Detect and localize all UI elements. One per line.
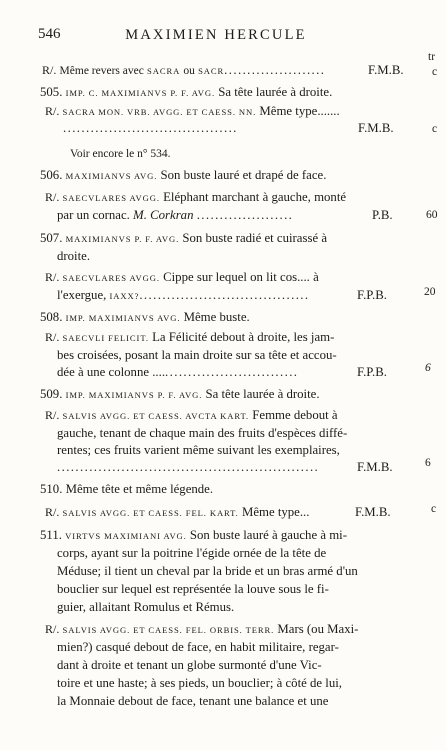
entry-511-obverse-line4: bouclier sur lequel est représentée la louve sous le fi-	[57, 582, 329, 596]
margin-value-508: 6	[425, 362, 431, 374]
entry-509-reverse-line4	[57, 459, 319, 475]
entry-508-reverse-line2: bes croisées, posant la main droite sur sa tête et accou-	[57, 348, 337, 362]
reverse-sign: R/.	[45, 408, 60, 422]
description: Son buste radié et cuirassé à	[182, 231, 328, 245]
reverse-sign: R/.	[45, 622, 60, 636]
legend: SACR	[198, 66, 225, 76]
entry-508-obverse	[40, 309, 250, 326]
description: Femme debout à	[252, 408, 338, 422]
entry-505-reverse-line2	[63, 120, 238, 136]
text: Même revers avec	[59, 65, 144, 77]
legend: IMP. MAXIMIANVS P. F. AVG.	[65, 390, 203, 400]
ref-505: F.M.B.	[358, 121, 394, 135]
entry-number: 511.	[40, 528, 62, 542]
description: Sa tête laurée à droite.	[205, 387, 320, 401]
margin-rarity-504: c	[432, 66, 438, 78]
entry-506-reverse-line2	[57, 207, 293, 223]
entry-507-obverse	[40, 230, 327, 247]
entry-number: 506.	[40, 168, 63, 182]
collection: M. Corkran	[133, 208, 194, 222]
legend: MAXIMIANVS AVG.	[65, 171, 158, 181]
description: Même buste.	[183, 310, 250, 324]
entry-509-reverse-line3: rentes; ces fruits varient même suivant les exemplaires,	[57, 443, 340, 457]
legend: VIRTVS MAXIMIANI AVG.	[65, 531, 187, 541]
legend: SALVIS AVGG. ET CAESS. AVCTA KART.	[62, 411, 250, 421]
text: l'exergue,	[57, 288, 107, 302]
page-number: 546	[38, 26, 61, 42]
running-title: MAXIMIEN HERCULE	[125, 27, 307, 43]
entry-511-obverse-line5: guier, allaitant Romulus et Rémus.	[57, 600, 235, 614]
entry-number: 507.	[40, 231, 63, 245]
reverse-sign: R/.	[45, 190, 60, 204]
description: Cippe sur lequel on lit cos.... à	[163, 270, 319, 284]
text: ou	[183, 65, 195, 77]
reverse-sign: R/.	[45, 270, 60, 284]
description: Mars (ou Maxi-	[277, 622, 359, 636]
entry-506-reverse	[45, 189, 346, 206]
legend: SALVIS AVGG. ET CAESS. FEL. ORBIS. TERR.	[62, 625, 275, 635]
entry-511-obverse	[40, 527, 347, 544]
margin-rarity-505: c	[432, 123, 438, 135]
legend: MAXIMIANVS P. F. AVG.	[65, 234, 180, 244]
text: par un cornac.	[57, 208, 130, 222]
description: Son buste lauré à gauche à mi-	[189, 528, 347, 542]
leader-dots: .........................................................	[57, 460, 320, 474]
ref-508: F.P.B.	[357, 365, 387, 379]
leader-dots: .....................	[196, 208, 294, 222]
entry-506-obverse	[40, 167, 326, 184]
text: dée à une colonne ....	[57, 365, 166, 379]
entry-507-reverse	[45, 269, 319, 286]
legend: SALVIS AVGG. ET CAESS. FEL. KART.	[62, 508, 239, 518]
leader-dots: .....................................	[139, 288, 310, 302]
description: Son buste lauré et drapé de face.	[160, 168, 327, 182]
entry-509-reverse	[45, 407, 338, 424]
see-also-note: Voir encore le n° 534.	[70, 148, 171, 160]
legend: SACRA	[147, 66, 181, 76]
entry-511-reverse-line2: mien?) casqué debout de face, en habit militaire, regar-	[57, 640, 339, 654]
reverse-sign: R/.	[42, 63, 57, 77]
entry-511-obverse-line3: Méduse; il tient un cheval par la bride et un bras armé d'un	[57, 564, 358, 578]
entry-508-reverse	[45, 329, 334, 346]
reverse-sign: R/.	[45, 104, 60, 118]
entry-508-reverse-line3	[57, 364, 298, 380]
leader-dots: ......................	[224, 63, 326, 77]
entry-511-reverse-line5: la Monnaie debout de face, tenant une balance et une	[57, 694, 329, 708]
description: Même type.......	[259, 104, 340, 118]
reverse-sign: R/.	[45, 505, 60, 519]
legend: SAECVLI FELICIT.	[62, 333, 149, 343]
entry-number: 509.	[40, 387, 63, 401]
legend: SAECVLARES AVGG.	[62, 193, 160, 203]
entry-507-reverse-line2	[57, 287, 310, 304]
description: Sa tête laurée à droite.	[218, 85, 333, 99]
legend: IMP. C. MAXIMIANVS P. F. AVG.	[65, 88, 216, 98]
entry-504-reverse	[42, 62, 325, 79]
legend: IMP. MAXIMIANVS AVG.	[65, 313, 181, 323]
entry-510-obverse	[40, 481, 213, 497]
running-header	[38, 26, 394, 46]
ref-506: P.B.	[372, 208, 393, 222]
entry-number: 510.	[40, 482, 63, 496]
entry-number: 508.	[40, 310, 63, 324]
leader-dots: ......................................	[63, 121, 238, 135]
entry-511-reverse-line3: dant à droite et tenant un globe surmonté d'une Vic-	[57, 658, 322, 672]
description: La Félicité debout à droite, les jam-	[152, 330, 335, 344]
entry-511-reverse-line4: toire et une haste; à ses pieds, un bouclier; à côté de lui,	[57, 676, 342, 690]
entry-number: 505.	[40, 85, 63, 99]
entry-510-reverse	[45, 504, 309, 521]
entry-509-reverse-line2: gauche, tenant de chaque main des fruits d'espèces diffé-	[57, 426, 348, 440]
margin-mark-tr: tr	[428, 51, 436, 63]
ref-504: F.M.B.	[368, 63, 404, 77]
entry-507-obverse-line2: droite.	[57, 249, 91, 263]
ref-510: F.M.B.	[355, 505, 391, 519]
entry-511-reverse	[45, 621, 358, 638]
description: Eléphant marchant à gauche, monté	[163, 190, 347, 204]
ref-507: F.P.B.	[357, 288, 387, 302]
description: Même type...	[241, 505, 310, 519]
entry-505-reverse	[45, 103, 340, 120]
margin-value-509: 6	[425, 457, 431, 469]
description: Même tête et même légende.	[65, 482, 214, 496]
margin-value-506: 60	[426, 209, 438, 221]
reverse-sign: R/.	[45, 330, 60, 344]
leader-dots: .............................	[165, 365, 299, 379]
margin-rarity-510: c	[431, 503, 437, 515]
margin-value-507: 20	[424, 286, 436, 298]
entry-509-obverse	[40, 386, 320, 403]
legend: IAXX?	[109, 291, 140, 301]
ref-509: F.M.B.	[357, 460, 393, 474]
legend: SAECVLARES AVGG.	[62, 273, 160, 283]
entry-511-obverse-line2: corps, ayant sur la poitrine l'égide ornée de la tête de	[57, 546, 327, 560]
legend: SACRA MON. VRB. AVGG. ET CAESS. NN.	[62, 107, 257, 117]
entry-505-obverse	[40, 84, 332, 101]
